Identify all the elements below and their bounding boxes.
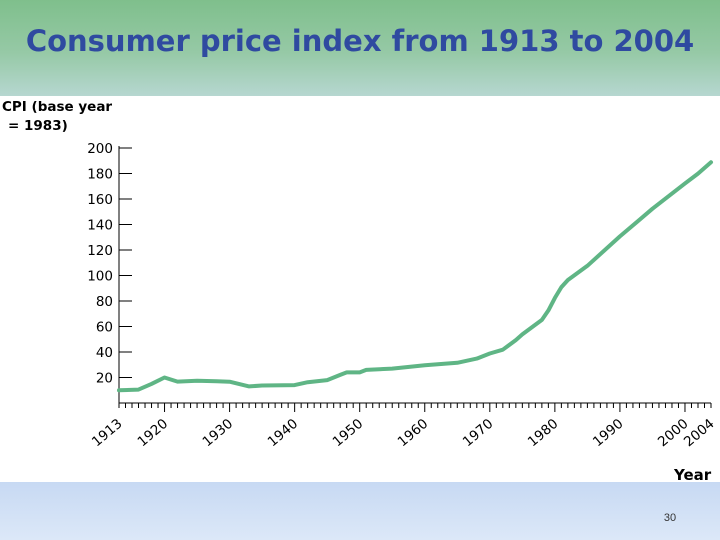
x-tick-label: 2000 (654, 415, 692, 451)
cpi-line (119, 162, 711, 390)
x-tick-label: 1940 (264, 415, 302, 451)
y-tick-label: 140 (87, 217, 113, 234)
series-layer (119, 162, 711, 390)
footer-band (0, 482, 720, 540)
y-tick-label: 160 (87, 192, 113, 208)
y-tick-label: 100 (87, 268, 113, 285)
y-axis-title (2, 99, 112, 134)
y-axis-title-line-1: CPI (base year (2, 99, 113, 115)
y-tick-label: 20 (95, 370, 113, 387)
x-tick-label: 2004 (680, 415, 718, 451)
y-tick-label: 200 (87, 141, 113, 157)
y-tick-label: 80 (95, 294, 113, 310)
x-axis-title: Year (674, 466, 712, 482)
slide-title: Consumer price index from 1913 to 2004 (25, 24, 695, 58)
y-tick-label: 60 (95, 319, 113, 336)
x-tick-label: 1970 (459, 415, 497, 451)
x-tick-label: 1930 (199, 415, 237, 451)
y-tick-label: 40 (95, 345, 113, 361)
x-axis (89, 403, 718, 450)
cpi-chart (0, 96, 720, 482)
page-number: 30 (663, 512, 677, 524)
x-tick-label: 1980 (524, 415, 562, 451)
x-tick-label: 1913 (88, 415, 126, 451)
x-tick-label: 1920 (134, 415, 172, 451)
y-tick-label: 120 (87, 243, 113, 259)
x-tick-label: 1990 (589, 415, 627, 451)
x-tick-label: 1960 (394, 415, 432, 451)
x-tick-label: 1950 (329, 415, 367, 451)
y-tick-label: 180 (87, 166, 113, 183)
y-axis-title-line-2: = 1983) (8, 118, 68, 134)
y-axis (87, 141, 132, 405)
